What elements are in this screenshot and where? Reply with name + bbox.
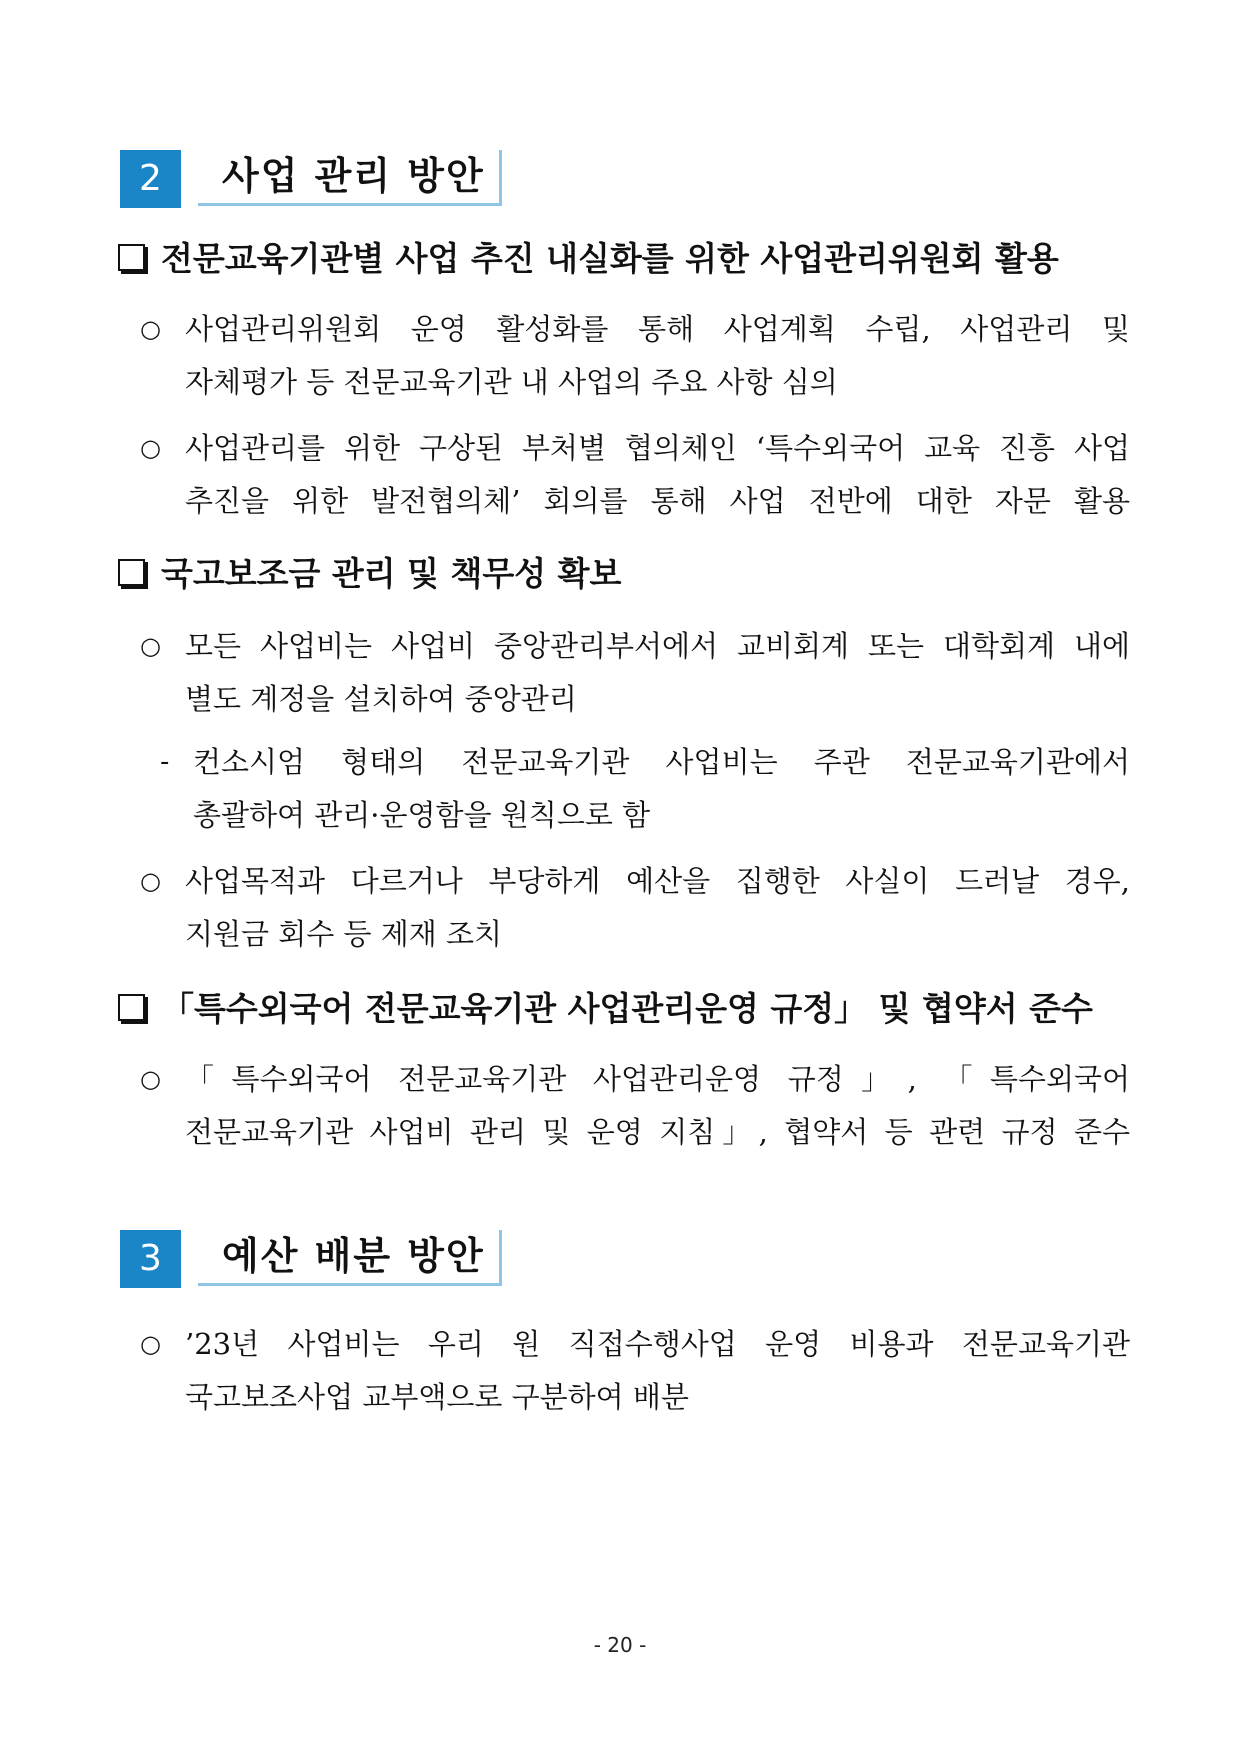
subheading-2 <box>118 551 1138 597</box>
circle-bullet-icon: ○ <box>140 315 161 343</box>
item-line: 지원금 회수 등 제재 조치 <box>185 917 503 951</box>
subheading-text: 「특수외국어 전문교육기관 사업관리운영 규정」 및 협약서 준수 <box>161 989 1093 1028</box>
dash-bullet-icon: - <box>160 747 170 777</box>
item-line: 총괄하여 관리·운영함을 원칙으로 함 <box>193 798 651 832</box>
circle-bullet-icon: ○ <box>140 1065 161 1093</box>
item-line: ’23년 사업비는 우리 원 직접수행사업 운영 비용과 전문교육기관 <box>185 1327 1130 1361</box>
item-line: 「특수외국어 전문교육기관 사업관리운영 규정」, 「특수외국어 <box>185 1062 1130 1096</box>
item-line: 국고보조사업 교부액으로 구분하여 배분 <box>185 1380 689 1414</box>
circle-bullet-icon: ○ <box>140 632 161 660</box>
section-title: 사업 관리 방안 <box>198 150 502 206</box>
checkbox-square-icon <box>118 559 145 586</box>
section-number: 3 <box>120 1230 181 1288</box>
checkbox-square-icon <box>118 994 145 1021</box>
circle-bullet-icon: ○ <box>140 434 161 462</box>
subheading-3 <box>118 986 1138 1032</box>
section-title: 예산 배분 방안 <box>198 1230 502 1286</box>
section-3-header <box>120 1230 520 1290</box>
subheading-text: 전문교육기관별 사업 추진 내실화를 위한 사업관리위원회 활용 <box>161 239 1059 278</box>
circle-bullet-icon: ○ <box>140 867 161 895</box>
subheading-text: 국고보조금 관리 및 책무성 확보 <box>161 554 622 593</box>
circle-bullet-icon: ○ <box>140 1330 161 1358</box>
item-line: 별도 계정을 설치하여 중앙관리 <box>185 682 577 716</box>
item-line: 사업관리위원회 운영 활성화를 통해 사업계획 수립, 사업관리 및 <box>185 312 1130 346</box>
section-2-header <box>120 150 520 210</box>
item-line: 사업목적과 다르거나 부당하게 예산을 집행한 사실이 드러날 경우, <box>185 864 1130 898</box>
item-line: 컨소시엄 형태의 전문교육기관 사업비는 주관 전문교육기관에서 <box>193 745 1130 779</box>
item-line: 추진을 위한 발전협의체’ 회의를 통해 사업 전반에 대한 자문 활용 <box>185 484 1130 518</box>
item-line: 모든 사업비는 사업비 중앙관리부서에서 교비회계 또는 대학회계 내에 <box>185 629 1130 663</box>
item-line: 자체평가 등 전문교육기관 내 사업의 주요 사항 심의 <box>185 365 838 399</box>
item-line: 사업관리를 위한 구상된 부처별 협의체인 ‘특수외국어 교육 진흥 사업 <box>185 431 1130 465</box>
checkbox-square-icon <box>118 244 145 271</box>
item-line: 전문교육기관 사업비 관리 및 운영 지침」, 협약서 등 관련 규정 준수 <box>185 1115 1130 1149</box>
subheading-1 <box>118 236 1138 282</box>
page-number: - 20 - <box>593 1633 647 1657</box>
section-number: 2 <box>120 150 181 208</box>
